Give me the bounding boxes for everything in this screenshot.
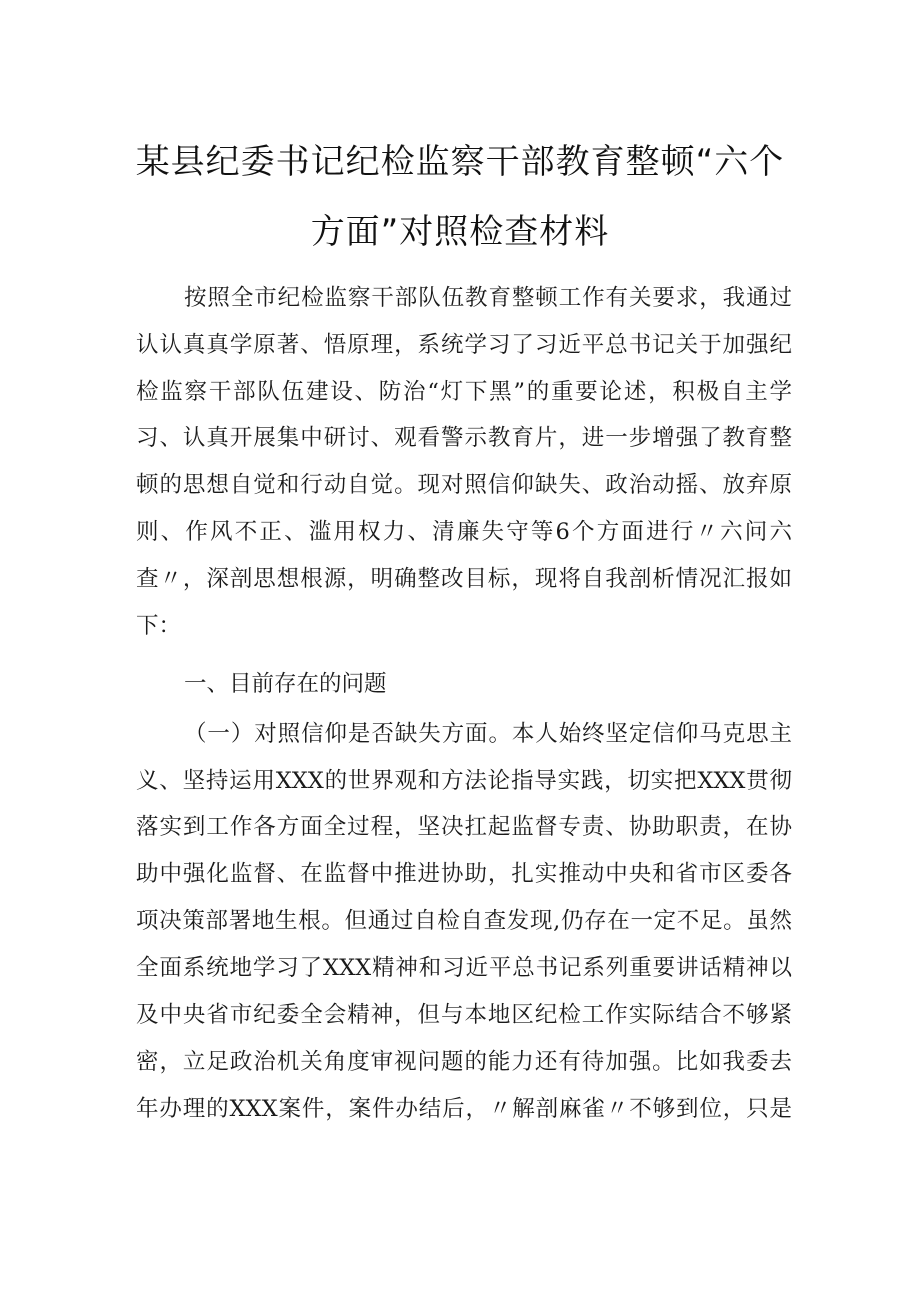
document-title-line-2: 方面”对照检查材料 [310, 212, 610, 252]
paragraph-line: 顿的思想自觉和行动自觉。现对照信仰缺失、政治动摇、放弃原 [136, 472, 792, 498]
paragraph-line: 及中央省市纪委全会精神，但与本地区纪检工作实际结合不够紧 [136, 1002, 792, 1028]
paragraph-line: 则、作风不正、滥用权力、清廉失守等6个方面进行〃六问六 [136, 519, 792, 545]
section-heading: 一、目前存在的问题 [184, 671, 387, 697]
paragraph-line: 项决策部署地生根。但通过自检自查发现,仍存在一定不足。虽然 [136, 908, 792, 934]
paragraph-line: 查〃，深剖思想根源，明确整改目标，现将自我剖析情况汇报如 [136, 566, 792, 592]
paragraph-line: 习、认真开展集中研讨、观看警示教育片，进一步增强了教育整 [136, 425, 792, 451]
paragraph-line: 按照全市纪检监察干部队伍教育整顿工作有关要求，我通过 [184, 285, 792, 311]
paragraph-line: 义、坚持运用XXX的世界观和方法论指导实践，切实把XXX贯彻 [136, 768, 792, 794]
paragraph-line: 检监察干部队伍建设、防治“灯下黑”的重要论述，积极自主学 [136, 379, 792, 405]
paragraph-line: 密，立足政治机关角度审视问题的能力还有待加强。比如我委去 [136, 1049, 792, 1075]
document-title-line-1: 某县纪委书记纪检监察干部教育整顿“六个 [135, 142, 785, 182]
paragraph-line: 年办理的XXX案件，案件办结后，〃解剖麻雀〃不够到位，只是 [136, 1096, 792, 1122]
paragraph-line: 落实到工作各方面全过程，坚决扛起监督专责、协助职责，在协 [136, 814, 792, 840]
paragraph-line: 全面系统地学习了XXX精神和习近平总书记系列重要讲话精神以 [136, 955, 792, 981]
paragraph-line: （一）对照信仰是否缺失方面。本人始终坚定信仰马克思主 [184, 721, 792, 747]
paragraph-line: 下： [136, 613, 182, 639]
paragraph-line: 助中强化监督、在监督中推进协助，扎实推动中央和省市区委各 [136, 861, 792, 887]
paragraph-line: 认认真真学原著、悟原理，系统学习了习近平总书记关于加强纪 [136, 332, 792, 358]
